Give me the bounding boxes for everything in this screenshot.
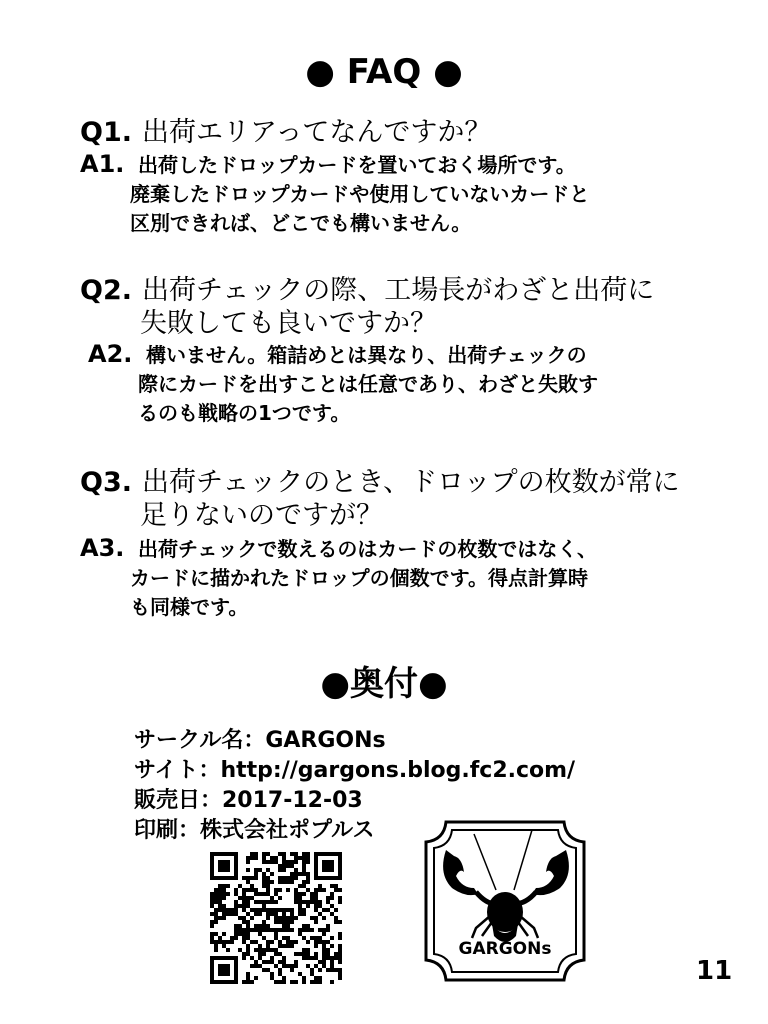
question-label: Q2. [80,275,132,306]
answer-text: 出荷したドロップカードを置いておく場所です。 [138,153,576,177]
sale-date: 販売日：2017-12-03 [134,788,363,813]
faq-heading: ● FAQ ● [305,52,463,92]
printer-name: 印刷：株式会社ポプルス [134,818,375,843]
logo-text: GARGONs [458,939,552,959]
question-label: Q3. [80,467,132,498]
answer-label: A1. [80,150,125,178]
gargons-logo [416,812,594,990]
page-number: 11 [696,956,733,986]
qr-code-icon [210,852,342,984]
question-2 [80,274,654,340]
answer-text: 廃棄したドロップカードや使用していないカードと [130,182,590,206]
answer-text: るのも戦略の1つです。 [138,401,351,425]
question-text: 出荷チェックのとき、ドロップの枚数が常に [142,467,680,498]
question-text: 出荷チェックの際、工場長がわざと出荷に [142,275,655,306]
question-text: 失敗しても良いですか？ [140,308,437,339]
answer-1 [80,150,589,238]
colophon-heading: ●奥付● [320,664,448,704]
answer-text: 構いません。箱詰めとは異なり、出荷チェックの [146,343,587,367]
answer-label: A3. [80,534,125,562]
answer-text: 区別できれば、どこでも構いません。 [130,211,472,235]
answer-2 [88,340,598,428]
answer-label: A2. [88,340,133,368]
question-text: 出荷エリアってなんですか？ [142,117,492,148]
answer-text: 出荷チェックで数えるのはカードの枚数ではなく、 [138,537,597,561]
question-1 [80,116,491,149]
question-label: Q1. [80,117,132,148]
question-3 [80,466,680,532]
circle-name: サークル名：GARGONs [134,728,386,753]
question-text: 足りないのですが？ [140,500,383,531]
answer-text: も同様です。 [130,595,249,619]
answer-text: 際にカードを出すことは任意であり、わざと失敗す [138,372,598,396]
answer-text: カードに描かれたドロップの個数です。得点計算時 [130,566,588,590]
site-url: サイト：http://gargons.blog.fc2.com/ [134,758,576,783]
answer-3 [80,534,597,622]
